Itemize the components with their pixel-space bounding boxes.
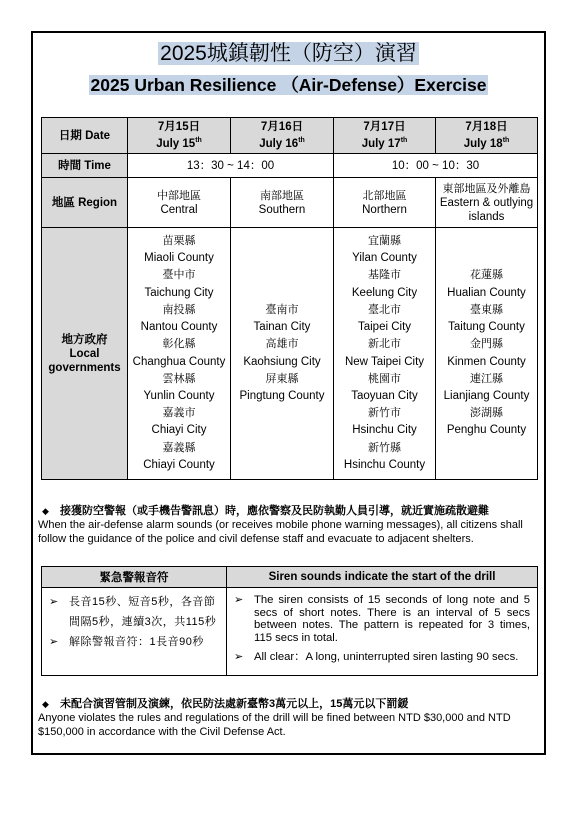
gov-list-southern: 臺南市 Tainan City 高雄市 Kaohsiung City 屏東縣 Pingtung County [231, 228, 334, 480]
title-english: 2025 Urban Resilience （Air-Defense）Exercise [90, 75, 487, 95]
region-cell: 南部地區 Southern [231, 178, 334, 228]
region-row [42, 178, 538, 228]
date-row [42, 118, 538, 154]
arrowhead-icon: ➢ [49, 636, 59, 648]
gov-list-eastern: 花蓮縣 Hualian County 臺東縣 Taitung County 金門縣 Kinmen County 連江縣 Lianjiang County 澎湖縣 Penghu County [436, 228, 538, 480]
siren-body-row [42, 588, 538, 676]
poster-frame [31, 31, 546, 755]
siren-header-zh: 緊急警報音符 [42, 567, 227, 588]
siren-table [41, 566, 538, 676]
region-cell: 東部地區及外離島 Eastern & outlying islands [436, 178, 538, 228]
list-item: ➢ 長音15秒、短音5秒，各音節間隔5秒，連續3次，共115秒 [43, 592, 225, 632]
siren-header-row [42, 567, 538, 588]
penalty-notice: ◆ 未配合演習管制及演練，依民防法處新臺幣3萬元以上，15萬元以下罰鍰 Anyone violates the rules and regulations of the drill will be fined between NTD $30,000 and NTD $150,000 in accordance with the Civil Defense Act. [38, 698, 511, 738]
governments-row [42, 228, 538, 480]
day-cell: 7月15日 July 15th [128, 118, 231, 154]
siren-header-en: Siren sounds indicate the start of the drill [227, 567, 538, 588]
region-cell: 中部地區 Central [128, 178, 231, 228]
date-label: 日期 Date [42, 118, 128, 154]
day-cell: 7月18日 July 18th [436, 118, 538, 154]
time-label: 時間 Time [42, 154, 128, 178]
time-cell: 10：00 ~ 10：30 [334, 154, 538, 178]
day-cell: 7月17日 July 17th [334, 118, 436, 154]
title-chinese: 2025城鎮韌性（防空）演習 [160, 42, 417, 65]
region-label: 地區 Region [42, 178, 128, 228]
gov-list-central: 苗栗縣 Miaoli County 臺中市 Taichung City 南投縣 Nantou County 彰化縣 Changhua County 雲林縣 Yunlin County 嘉義市 Chiayi City 嘉義縣 Chiayi County [128, 228, 231, 480]
gov-list-northern: 宜蘭縣 Yilan County 基隆市 Keelung City 臺北市 Taipei City 新北市 New Taipei City 桃園市 Taoyuan City 新竹市 Hsinchu City 新竹縣 Hsinchu County [334, 228, 436, 480]
black-diamond-icon: ◆ [42, 506, 49, 516]
evacuation-notice: ◆ 接獲防空警報（或手機告警訊息）時，應依警察及民防執勤人員引導，就近實施疏散避難 When the air-defense alarm sounds (or receives mobile phone warning messages), all citizens shall follow the guidance of the police and civil defense staff and evacuate to adjacent shelters. [38, 505, 523, 545]
time-cell: 13：30 ~ 14：00 [128, 154, 334, 178]
arrowhead-icon: ➢ [49, 596, 59, 608]
time-row [42, 154, 538, 178]
governments-label: 地方政府 Local governments [42, 228, 128, 480]
region-cell: 北部地區 Northern [334, 178, 436, 228]
siren-desc-en [227, 588, 538, 676]
list-item: ➢ 解除警報音符：1長音90秒 [43, 632, 225, 652]
list-item: ➢ All clear：A long, uninterrupted siren lasting 90 secs. [234, 651, 519, 663]
arrowhead-icon: ➢ [234, 651, 244, 663]
schedule-table [41, 117, 538, 480]
siren-desc-zh [42, 588, 227, 676]
day-cell: 7月16日 July 16th [231, 118, 334, 154]
black-diamond-icon: ◆ [42, 699, 49, 709]
arrowhead-icon: ➢ [234, 594, 244, 606]
list-item: ➢ The siren consists of 15 seconds of long note and 5 secs of short notes. There is an interval of 5 secs between notes. The pattern is repeated for 3 times, 115 secs in total. [234, 594, 530, 644]
